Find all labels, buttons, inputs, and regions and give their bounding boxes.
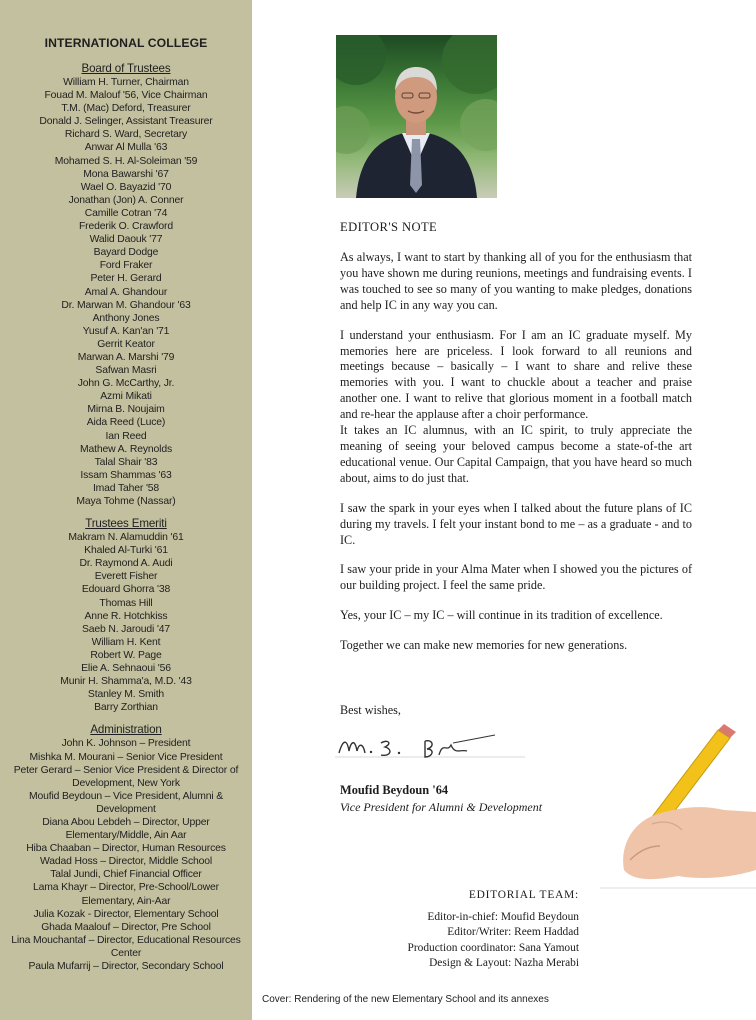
administrator: John K. Johnson – President (61, 738, 191, 750)
team-line: Editor-in-chief: Moufid Beydoun (427, 911, 579, 924)
administrator: Moufid Beydoun – Vice President, Alumni & Development (28, 790, 224, 815)
cover-caption: Cover: Rendering of the new Elementary School and its annexes (262, 994, 549, 1005)
trustee: Anthony Jones (92, 312, 160, 324)
administrator: Lama Khayr – Director, Pre-School/Lower Elementary, Ain-Aar (33, 882, 219, 907)
paragraph: I understand your enthusiasm. For I am an IC graduate myself. My memories here are priceless. I look forward to all reunions and meetings because – basically – I want to share and relive these memories with you. I want to chuckle about a teacher and praise another one. I want to relive that glorious moment in a football match and re-hear the applause after a choir performance. (340, 327, 692, 422)
paragraph: It takes an IC alumnus, with an IC spirit, to truly appreciate the meaning of seeing your beloved campus become a state-of-the art educational venue. Our Capital Campaign, that you have heard so much about, aims to do just that. (340, 423, 692, 485)
board-of-trustees (8, 62, 244, 508)
emeritus: Edouard Ghorra '38 (81, 584, 171, 596)
administrator: Peter Gerard – Senior Vice President & Director of Development, New York (13, 764, 239, 789)
trustee: Anwar Al Mulla '63 (84, 142, 168, 154)
trustee: William H. Turner, Chairman (63, 77, 189, 88)
signature (335, 727, 525, 775)
emeritus: Stanley M. Smith (87, 689, 165, 701)
portrait-photo (336, 35, 497, 198)
trustee: Mona Bawarshi '67 (83, 168, 169, 180)
administrator: Lina Mouchantaf – Director, Educational Resources Center (11, 934, 241, 959)
sidebar (0, 0, 252, 1020)
trustee: Frederik O. Crawford (78, 221, 173, 233)
paragraph: Yes, your IC – my IC – will continue in its tradition of excellence. (340, 608, 663, 623)
editorial-team-title: EDITORIAL TEAM: (468, 889, 579, 901)
emeritus: Anne R. Hotchkiss (84, 610, 168, 622)
trustee: Maya Tohme (Nassar) (76, 496, 176, 507)
administrator: Diana Abou Lebdeh – Director, Upper Elementary/Middle, Ain Aar (42, 816, 210, 842)
trustee: Bayard Dodge (93, 247, 159, 259)
administrator: Wadad Hoss – Director, Middle School (39, 856, 213, 868)
hand-pencil-illustration (590, 720, 756, 890)
trustee: Mohamed S. H. Al-Soleiman '59 (54, 155, 198, 167)
trustee: Aida Reed (Luce) (86, 417, 166, 429)
administrator: Julia Kozak - Director, Elementary School (33, 908, 219, 920)
trustee: Camille Cotran '74 (84, 207, 168, 219)
trustee: Mirna B. Noujaim (87, 404, 165, 416)
administrator: Ghada Maalouf – Director, Pre School (41, 921, 211, 933)
paragraph: As always, I want to start by thanking all of you for the enthusiasm that you have shown me during reunions, meetings and fundraising events. I was touched to see so many of you wanting to make pledges, donations and help IC in any way you can. (340, 250, 692, 312)
paragraph: I saw the spark in your eyes when I talked about the future plans of IC during my travels. I felt your instant bond to me – as a graduate - and to IC. (340, 500, 692, 547)
trustee: Richard S. Ward, Secretary (64, 129, 188, 141)
trustee: Amal A. Ghandour (84, 286, 168, 298)
administrator: Talal Jundi, Chief Financial Officer (50, 869, 202, 881)
emeritus: Robert W. Page (90, 649, 162, 661)
institution-title: INTERNATIONAL COLLEGE (44, 36, 208, 50)
emeritus: Dr. Raymond A. Audi (79, 558, 173, 570)
trustees-emeriti (8, 517, 244, 714)
trustee: John G. McCarthy, Jr. (77, 378, 175, 390)
trustee: Ian Reed (105, 430, 147, 442)
trustee: Talal Shair '83 (94, 456, 158, 468)
emeritus: Makram N. Alamuddin '61 (68, 532, 184, 544)
emeritus: Barry Zorthian (94, 702, 158, 714)
trustee: T.M. (Mac) Deford, Treasurer (61, 103, 191, 115)
administration (8, 723, 244, 973)
trustee: Marwan A. Marshi '79 (77, 351, 175, 363)
trustee: Gerrit Keator (97, 338, 155, 350)
trustee: Ford Fraker (99, 260, 153, 272)
editorial-team (408, 888, 579, 971)
trustee: Issam Shammas '63 (80, 469, 172, 481)
paragraph: Together we can make new memories for new generations. (340, 638, 628, 653)
board-heading: Board of Trustees (81, 62, 171, 75)
emeritus: Khaled Al-Turki '61 (84, 545, 168, 557)
paragraph: I saw your pride in your Alma Mater when I showed you the pictures of our building project. I feel the same pride. (340, 562, 692, 593)
emeritus: Everett Fisher (94, 571, 158, 583)
administrator: Mishka M. Mourani – Senior Vice President (29, 751, 223, 763)
administrator: Paula Mufarrij – Director, Secondary School (28, 961, 224, 972)
trustee: Azmi Mikati (100, 391, 152, 403)
administrator: Hiba Chaaban – Director, Human Resources (26, 843, 226, 855)
emeritus: Saeb N. Jaroudi '47 (81, 623, 171, 635)
editor-note-title: EDITOR'S NOTE (340, 220, 438, 234)
trustee: Donald J. Selinger, Assistant Treasurer (39, 116, 213, 128)
trustee: Yusuf A. Kan'an '71 (82, 325, 170, 337)
trustee: Wael O. Bayazid '70 (80, 181, 172, 193)
team-line: Design & Layout: Nazha Merabi (429, 956, 579, 969)
emeritus: Elie A. Sehnaoui '56 (81, 663, 171, 675)
team-line: Editor/Writer: Reem Haddad (447, 926, 579, 939)
emeritus: William H. Kent (91, 636, 161, 648)
emeritus: Thomas Hill (99, 597, 153, 609)
trustee: Fouad M. Malouf '56, Vice Chairman (44, 90, 208, 102)
trustee: Dr. Marwan M. Ghandour '63 (61, 299, 191, 311)
emeriti-heading: Trustees Emeriti (85, 517, 167, 531)
trustee: Imad Taher '58 (92, 482, 160, 494)
signer-name: Moufid Beydoun '64 (340, 783, 449, 797)
trustee: Jonathan (Jon) A. Conner (68, 194, 184, 206)
trustee: Safwan Masri (95, 365, 157, 377)
closing-line: Best wishes, (340, 703, 401, 717)
administration-heading: Administration (90, 723, 162, 737)
trustee: Peter H. Gerard (90, 273, 162, 285)
signer-role: Vice President for Alumni & Development (340, 800, 543, 814)
emeritus: Munir H. Shamma'a, M.D. '43 (60, 676, 192, 688)
editor-note-body (340, 250, 692, 654)
trustee: Walid Daouk '77 (89, 234, 163, 246)
trustee: Mathew A. Reynolds (79, 443, 173, 455)
team-line: Production coordinator: Sana Yamout (407, 941, 579, 954)
